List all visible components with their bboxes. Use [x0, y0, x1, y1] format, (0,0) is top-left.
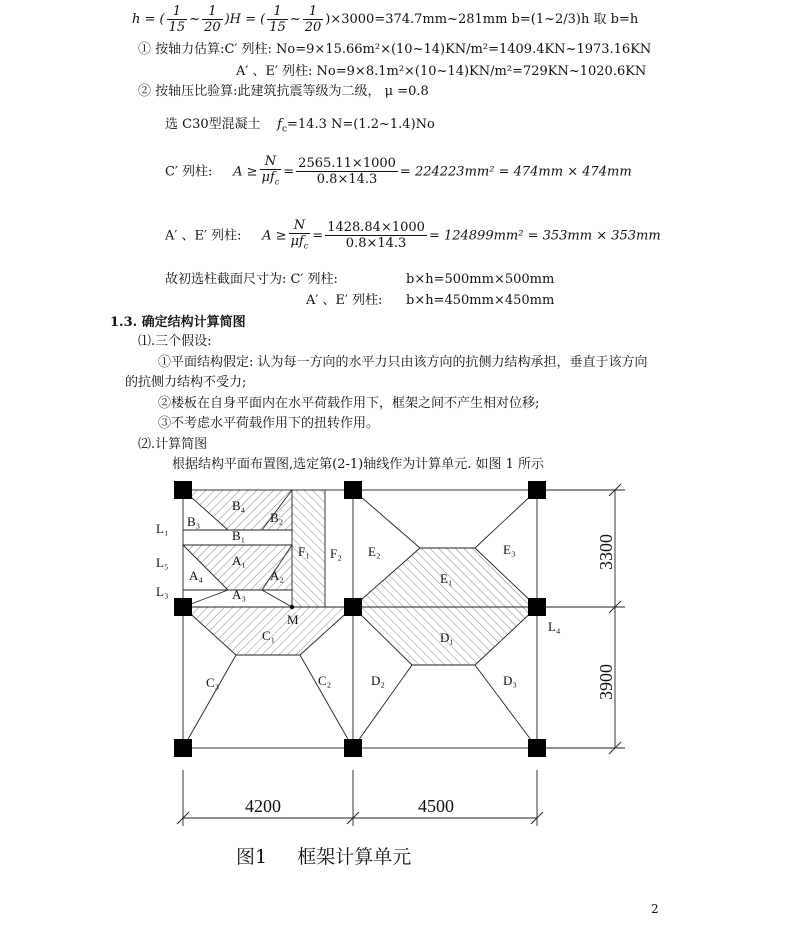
label-l1: L₁ — [156, 521, 169, 536]
dim-3900: 3900 — [596, 664, 616, 700]
diagram-desc: 根据结构平面布置图,选定第(2-1)轴线作为计算单元. 如图 1 所示 — [172, 457, 545, 472]
label-d3: D₃ — [503, 673, 517, 688]
frac-4-num: 1 — [303, 4, 324, 20]
formula-h-rhs: )×3000=374.7mm~281mm b=(1~2/3)h 取 b=h — [325, 12, 639, 27]
label-a1: A₁ — [232, 553, 246, 568]
label-c1: C₁ — [262, 628, 276, 643]
column-c-den-text: μf — [261, 170, 275, 185]
frac-2-num: 1 — [202, 4, 223, 20]
column-ae-den-sub: c — [303, 241, 309, 251]
assumption-1-cont: 的抗侧力结构不受力; — [125, 375, 247, 390]
label-l3: L₃ — [156, 584, 169, 599]
frac-1-num: 1 — [167, 4, 188, 20]
frac-3-den: 15 — [269, 20, 286, 35]
column-c-num-value: 2565.11×1000 — [298, 156, 396, 172]
column-c-num: N — [260, 154, 282, 170]
column-c-den-sub: c — [274, 177, 280, 187]
dim-4500: 4500 — [418, 796, 454, 816]
column-ae-den-text: μf — [290, 234, 304, 249]
label-l4: L₄ — [548, 619, 561, 634]
formula-h-mid: )H = ( — [224, 12, 266, 27]
section-heading: 1.3. 确定结构计算简图 — [110, 315, 246, 330]
label-m: M — [287, 612, 299, 627]
label-l5: L₅ — [156, 555, 169, 570]
column-1 — [174, 481, 192, 499]
label-b3: B₃ — [187, 514, 201, 529]
label-b1: B₁ — [232, 528, 246, 543]
label-e3: E₃ — [503, 542, 516, 557]
label-a3: A₃ — [232, 587, 246, 602]
column-8 — [344, 739, 362, 757]
concrete-values: =14.3 N=(1.2~1.4)No — [287, 117, 435, 132]
axial-estimate-ae: A′ 、E′ 列柱: No=9×8.1m²×(10~14)KN/m²=729KN~1020.6KN — [236, 64, 647, 79]
label-a2: A₂ — [270, 568, 284, 583]
fc-symbol: f — [277, 117, 282, 132]
column-c-eq: = — [283, 164, 295, 180]
label-c2: C₂ — [318, 673, 332, 688]
point-m — [290, 605, 294, 609]
column-ae-eq: = — [312, 228, 324, 244]
column-7 — [174, 739, 192, 757]
label-f2: F₂ — [330, 546, 342, 561]
page-number: 2 — [651, 902, 659, 916]
column-6 — [528, 598, 546, 616]
frac-1-den: 15 — [168, 20, 186, 35]
column-ae-rhs: = 124899mm² = 353mm × 353mm — [428, 228, 661, 244]
label-a4: A₄ — [189, 568, 203, 583]
section-choice-1-label: 故初选柱截面尺寸为: C′ 列柱: — [165, 272, 338, 287]
column-ae-num: N — [289, 218, 311, 234]
label-e1: E₁ — [440, 571, 453, 586]
column-c-den-value: 0.8×14.3 — [316, 172, 378, 188]
frac-4-den: 20 — [304, 20, 322, 35]
assumption-2: ②楼板在自身平面内在水平荷载作用下，框架之间不产生相对位移; — [158, 396, 540, 411]
section-choice-2-label: A′ 、E′ 列柱: — [306, 293, 383, 308]
column-ae-lhs: A ≥ — [262, 228, 287, 244]
column-ae-label: A′ 、E′ 列柱: — [165, 228, 242, 244]
fc-sub: c — [281, 124, 288, 135]
diagram-title: ⑵.计算简图 — [138, 437, 208, 452]
frac-2-den: 20 — [204, 20, 221, 35]
label-f1: F₁ — [298, 544, 310, 559]
frac-3-num: 1 — [267, 4, 288, 20]
label-d1: D₁ — [440, 630, 454, 645]
column-2 — [344, 481, 362, 499]
column-ae-den-value: 0.8×14.3 — [345, 236, 407, 252]
tilde-1: ~ — [189, 12, 201, 27]
figure-caption: 图1 框架计算单元 — [236, 846, 412, 868]
section-choice-2-value: b×h=450mm×450mm — [406, 293, 555, 308]
formula-h-lhs: h = ( — [132, 12, 165, 27]
axial-estimate-c: ① 按轴力估算:C′ 列柱: No=9×15.66m²×(10~14)KN/m²=1409.4KN~1973.16KN — [138, 42, 652, 57]
assumptions-title: ⑴.三个假设: — [138, 334, 212, 349]
column-c-rhs: = 224223mm² = 474mm × 474mm — [399, 164, 632, 180]
column-9 — [528, 739, 546, 757]
label-d2: D₂ — [371, 673, 385, 688]
dim-3300: 3300 — [596, 534, 616, 570]
tilde-2: ~ — [289, 12, 301, 27]
assumption-1: ①平面结构假定: 认为每一方向的水平力只由该方向的抗侧力结构承担，垂直于该方向 — [158, 355, 648, 370]
section-choice-1-value: b×h=500mm×500mm — [406, 272, 555, 287]
axial-ratio: ② 按轴压比验算:此建筑抗震等级为二级， μ =0.8 — [138, 84, 429, 99]
column-3 — [528, 481, 546, 499]
column-4 — [174, 598, 192, 616]
column-c-lhs: A ≥ — [233, 164, 258, 180]
dim-4200: 4200 — [245, 796, 281, 816]
assumption-3: ③不考虑水平荷载作用下的扭转作用。 — [158, 416, 380, 431]
label-e2: E₂ — [368, 544, 381, 559]
label-c3: C₃ — [206, 675, 220, 690]
concrete-type: 选 C30型混凝土 — [165, 117, 261, 132]
label-b2: B₂ — [270, 510, 284, 525]
label-b4: B₄ — [232, 498, 246, 513]
column-c-label: C′ 列柱: — [165, 164, 213, 180]
column-ae-num-value: 1428.84×1000 — [327, 220, 425, 236]
column-5 — [344, 598, 362, 616]
